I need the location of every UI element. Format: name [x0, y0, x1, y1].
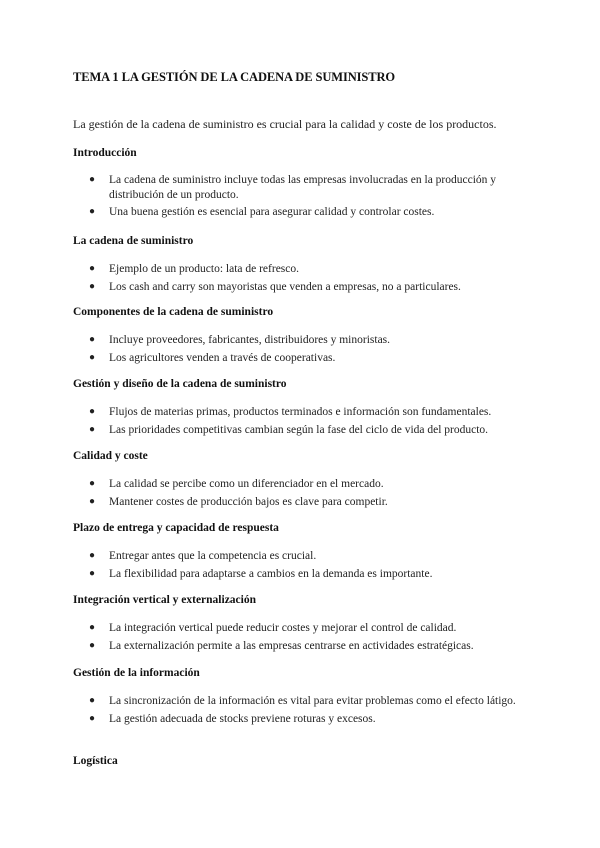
- bullet-icon: ●: [89, 639, 96, 651]
- list-item: [73, 280, 533, 295]
- list-item: [73, 333, 533, 348]
- list-item-text: La sincronización de la información es vital para evitar problemas como el efecto látigo.: [109, 695, 516, 707]
- section-heading-cadena: La cadena de suministro: [73, 235, 194, 247]
- bullet-icon: ●: [89, 334, 96, 345]
- bullet-icon: ●: [89, 174, 96, 185]
- section-list-integracion: [73, 621, 533, 656]
- list-item: [73, 477, 533, 492]
- list-item-text: Entregar antes que la competencia es crucial.: [109, 550, 317, 562]
- section-heading-gestion-diseno: Gestión y diseño de la cadena de suministro: [73, 378, 287, 390]
- section-list-componentes: [73, 333, 533, 368]
- bullet-icon: ●: [89, 695, 96, 706]
- list-item: [73, 694, 533, 709]
- list-item: [73, 423, 533, 438]
- list-item: [73, 173, 533, 202]
- list-item: [73, 495, 533, 510]
- bullet-icon: ●: [89, 423, 96, 435]
- list-item-text: La calidad se percibe como un diferenciador en el mercado.: [109, 478, 384, 490]
- list-item: [73, 549, 533, 564]
- section-list-informacion: [73, 694, 533, 729]
- list-item-text: Las prioridades competitivas cambian según la fase del ciclo de vida del producto.: [109, 423, 489, 436]
- section-heading-plazo: Plazo de entrega y capacidad de respuesta: [73, 522, 279, 534]
- section-list-cadena: [73, 262, 533, 297]
- list-item: [73, 262, 533, 277]
- bullet-icon: ●: [89, 567, 96, 579]
- bullet-icon: ●: [89, 263, 96, 274]
- section-heading-integracion: Integración vertical y externalización: [73, 594, 256, 606]
- section-list-plazo: [73, 549, 533, 584]
- list-item-text: Mantener costes de producción bajos es clave para competir.: [109, 495, 388, 508]
- section-heading-informacion: Gestión de la información: [73, 667, 200, 679]
- list-item-text: La externalización permite a las empresas centrarse en actividades estratégicas.: [109, 639, 474, 652]
- list-item: [73, 639, 533, 654]
- list-item-text: La gestión adecuada de stocks previene roturas y excesos.: [109, 712, 376, 725]
- section-heading-logistica: Logística: [73, 755, 118, 767]
- section-heading-introduccion: Introducción: [73, 147, 137, 159]
- list-item-text: Incluye proveedores, fabricantes, distribuidores y minoristas.: [109, 334, 391, 346]
- bullet-icon: ●: [89, 495, 96, 507]
- list-item: [73, 567, 533, 582]
- list-item-text: La integración vertical puede reducir costes y mejorar el control de calidad.: [109, 622, 457, 634]
- list-item-text: Ejemplo de un producto: lata de refresco.: [109, 263, 299, 275]
- bullet-icon: ●: [89, 550, 96, 561]
- list-item: [73, 405, 533, 420]
- list-item-text: Los agricultores venden a través de cooperativas.: [109, 351, 336, 364]
- bullet-icon: ●: [89, 280, 96, 292]
- bullet-icon: ●: [89, 712, 96, 724]
- section-heading-calidad: Calidad y coste: [73, 450, 148, 462]
- section-heading-componentes: Componentes de la cadena de suministro: [73, 306, 274, 318]
- list-item: [73, 205, 533, 220]
- list-item-text: Flujos de materias primas, productos terminados e información son fundamentales.: [109, 406, 492, 418]
- bullet-icon: ●: [89, 478, 96, 489]
- bullet-icon: ●: [89, 351, 96, 363]
- list-item-text: Los cash and carry son mayoristas que venden a empresas, no a particulares.: [109, 280, 461, 293]
- section-list-calidad: [73, 477, 533, 512]
- list-item: [73, 712, 533, 727]
- intro-paragraph: La gestión de la cadena de suministro es crucial para la calidad y coste de los productos.: [73, 117, 497, 131]
- list-item-text: La flexibilidad para adaptarse a cambios en la demanda es importante.: [109, 567, 433, 580]
- bullet-icon: ●: [89, 406, 96, 417]
- page-title: TEMA 1 LA GESTIÓN DE LA CADENA DE SUMINISTRO: [73, 70, 396, 84]
- list-item-text: La cadena de suministro incluye todas las empresas involucradas en la producción y distribución de un producto.: [109, 174, 497, 201]
- bullet-icon: ●: [89, 206, 96, 217]
- bullet-icon: ●: [89, 622, 96, 633]
- list-item: [73, 351, 533, 366]
- list-item-text: Una buena gestión es esencial para asegurar calidad y controlar costes.: [109, 206, 435, 218]
- section-list-introduccion: [73, 173, 533, 223]
- section-list-gestion-diseno: [73, 405, 533, 440]
- list-item: [73, 621, 533, 636]
